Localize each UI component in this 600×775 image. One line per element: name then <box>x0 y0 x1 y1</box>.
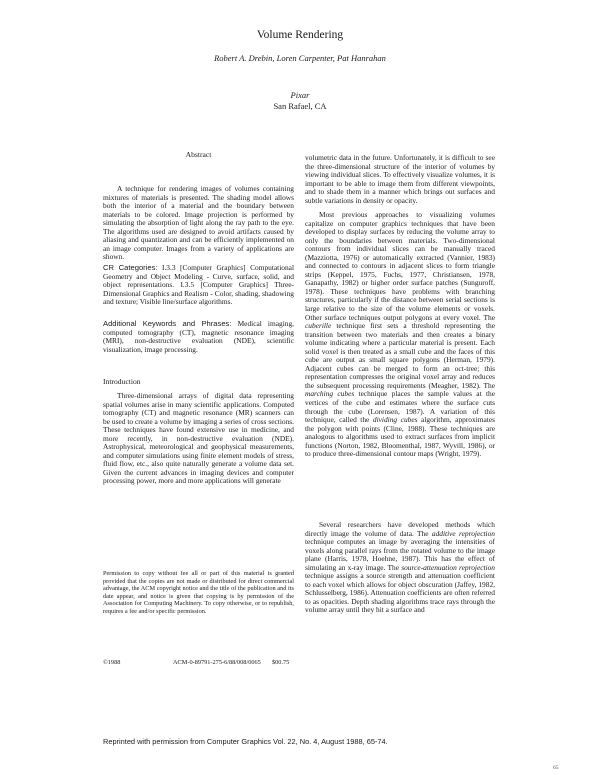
page-number: 65 <box>553 765 559 771</box>
term-marching-cubes: marching cubes <box>305 389 355 399</box>
p2-text-a: Most previous approaches to visualizing volumes capitalize on computer graphics techniques that have been developed to display surfaces by reducing the volume array to only the boundaries between materials. Two-dimensional contours from individual slices can be manually traced (Mazziotta, 1976) or automatically extracted (Vannier, 1983) and connected to contours in adjacent slices to form triangle strips (Keppel, 1975, Fuchs, 1977, Christiansen, 1978, Ganapathy, 1982) or higher order surface patches (Sunguroff, 1978). These techniques have problems with branching structures, particularly if the distance between serial sections is large relative to the size of the volume elements or voxels. Other surface techniques output polygons at every voxel. The <box>305 210 495 322</box>
paper-title: Volume Rendering <box>256 29 344 41</box>
p3-text-b: technique computes an image by averaging the intensities of voxels along parallel rays from the rotated volume to the image plane (Harris, 1978, Hoehne, 1987). This has the effect of simulating an x-ray image. The <box>305 537 495 572</box>
right-paragraph-2 <box>305 211 495 459</box>
reprint-note: Reprinted with permission from Computer Graphics Vol. 22, No. 4, August 1988, 65-74. <box>103 737 388 746</box>
affiliation-org: Pixar <box>290 90 310 100</box>
p2-text-c: technique places the sample values at the vertices of the cube and estimates where the surface cuts through the cube (Lorensen, 1987). A variation of this technique, called the <box>305 389 496 425</box>
term-additive-reprojection: additive reprojection <box>431 528 496 538</box>
abstract-body: A technique for rendering images of volumes containing mixtures of materials is presented. The shading model allows both the interior of a material and the boundary between materials to be colored. Image projection is performed by simulating the absorption of light along the ray path to the eye. The algorithms used are designed to avoid artifacts caused by aliasing and quantization and can be efficiently implemented on an image computer. Images from a variety of applications are shown. <box>103 184 294 262</box>
acm-code: ACM-0-89791-275-6/88/008/0065 <box>173 659 261 666</box>
p2-text-d: algorithm, approximates the polygon with points (Cline, 1988). These techniques are analogous to algorithms used to extract surfaces from implicit functions (Norton, 1982, Bloomenthal, 1987, Wyvill, 1986), or to produce three-dimensional contour maps (Wright, 1979). <box>305 415 495 459</box>
term-cuberille: cuberille <box>305 321 332 331</box>
abstract-heading: Abstract <box>185 150 212 159</box>
keywords-label: Additional Keywords and Phrases: <box>103 319 232 328</box>
copyright-year: ©1988 <box>103 659 121 666</box>
right-paragraph-1: volumetric data in the future. Unfortunately, it is difficult to see the three-dimensional structure of the interior of volumes by viewing individual slices. To effectively visualize volumes, it is important to be able to image them from different viewpoints, and to shade them in a manner which brings out surfaces and subtle variations in density or opacity. <box>305 153 495 205</box>
introduction-body: Three-dimensional arrays of digital data representing spatial volumes arise in many scientific applications. Computed tomography (CT) and magnetic resonance (MR) scanners can be used to create a volume by imaging a series of cross sections. These techniques have found extensive use in medicine, and more recently, in non-destructive evaluation (NDE). Astrophysical, meteorological and geophysical measurements, and computer simulations using finite element models of stress, fluid flow, etc., also quite naturally generate a volume data set. Given the current advances in imaging devices and computer processing power, more and more applications will generate <box>103 391 294 486</box>
right-paragraph-3 <box>305 521 495 615</box>
introduction-heading: Introduction <box>103 377 141 386</box>
term-source-attenuation: source-attenuation reprojection <box>401 562 495 572</box>
p3-text-a: Several researchers have developed methods which directly image the volume of data. The <box>305 520 495 538</box>
affiliation-city: San Rafael, CA <box>273 101 327 111</box>
cr-categories-label: CR Categories: <box>103 263 158 272</box>
permission-notice: Permission to copy without fee all or part of this material is granted provided that the copies are not made or distributed for direct commercial advantage, the ACM copyright notice and the title of the publication and its date appear, and notice is given that copying is by permission of the Association for Computing Machinery. To copy otherwise, or to republish, requires a fee and/or specific permission. <box>103 570 294 615</box>
term-dividing-cubes: dividing cubes <box>372 415 418 425</box>
cr-categories <box>103 264 294 307</box>
p3-text-c: technique assigns a source strength and attenuation coefficient to each voxel which allows for object obscuration (Jaffey, 1982, Schlusselberg, 1986). Attenuation coefficients are often referred to as opacities. Depth shading algorithms trace rays through the volume array until they hit a surface and <box>305 571 495 615</box>
keywords-text: Medical imaging, computed tomography (CT), magnetic resonance imaging (MRI), non-destructive evaluation (NDE), scientific visualization, image processing. <box>103 319 294 354</box>
paper-authors: Robert A. Drebin, Loren Carpenter, Pat Hanrahan <box>214 53 386 63</box>
price: $00.75 <box>272 659 290 666</box>
p2-text-b: technique first sets a threshold representing the transition between two materials and then creates a binary volume indicating where a particular material is present. Each solid voxel is then treated as a small cube and the faces of this cube are output as small square polygons (Herman, 1979). Adjacent cubes can be merged to form an oct-tree; this representation compresses the original voxel array and reduces the subsequent processing requirements (Meagher, 1982). The <box>305 321 495 390</box>
cr-categories-text: I.3.3 [Computer Graphics] Computational Geometry and Object Modeling - Curve, surface, solid, and object representations. I.3.5 [Computer Graphics] Three-Dimensional Graphics and Realism - Color, shading, shadowing and texture; Visible line/surface algorithms. <box>103 263 294 307</box>
additional-keywords <box>103 320 294 354</box>
